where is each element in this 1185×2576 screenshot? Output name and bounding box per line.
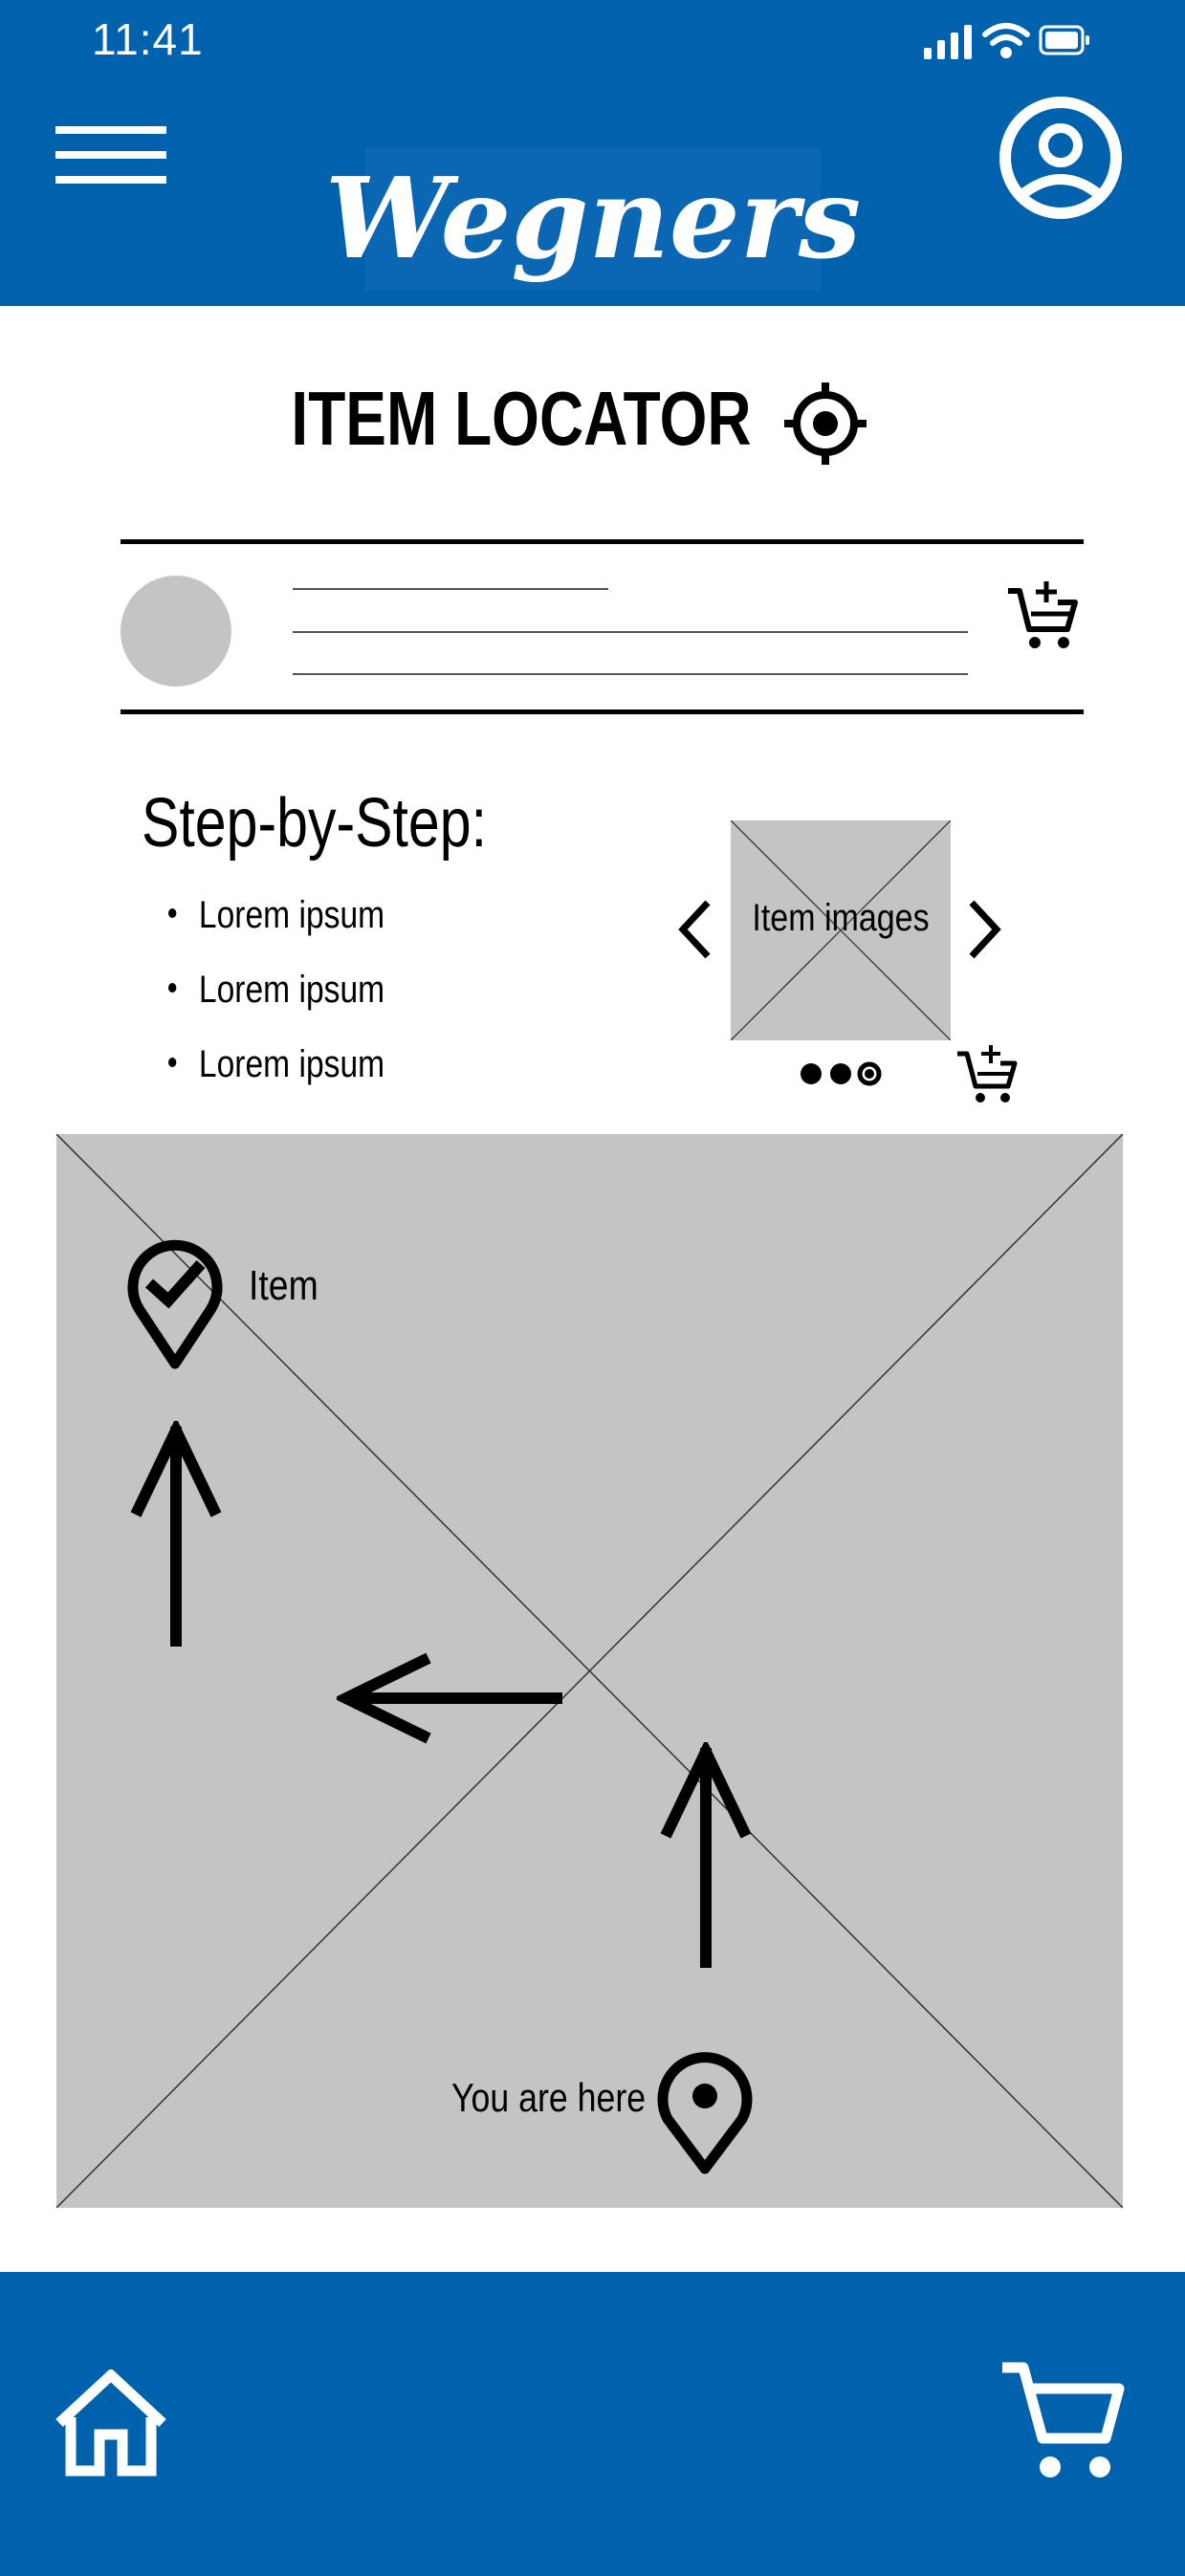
chevron-right-icon[interactable]	[966, 899, 1004, 960]
arrow-up-icon	[130, 1421, 222, 1650]
dots-icon[interactable]	[800, 1061, 882, 1086]
step-item: Lorem ipsum	[168, 969, 384, 1012]
brand-logo[interactable]	[324, 147, 862, 291]
you-are-here-label: You are here	[451, 2075, 647, 2120]
battery-icon	[1041, 27, 1089, 54]
user-circle-icon[interactable]	[997, 94, 1125, 222]
divider	[121, 709, 1084, 714]
wifi-icon	[985, 26, 1027, 55]
divider	[121, 539, 1084, 544]
crosshair-icon[interactable]	[782, 381, 868, 467]
page-title: ITEM LOCATOR	[291, 376, 752, 461]
bottom-nav	[0, 2272, 1185, 2576]
cart-icon[interactable]	[998, 2360, 1125, 2482]
text-line-placeholder	[293, 673, 968, 675]
status-icons	[922, 19, 1094, 61]
top-app-bar	[0, 0, 1185, 306]
text-line-placeholder	[293, 631, 968, 633]
step-item: Lorem ipsum	[168, 894, 384, 937]
text-line-placeholder	[293, 588, 608, 590]
chevron-left-icon[interactable]	[675, 899, 713, 960]
location-pin-icon[interactable]	[654, 2050, 756, 2176]
cart-plus-icon[interactable]	[955, 1042, 1020, 1107]
arrow-up-icon	[660, 1742, 752, 1972]
item-card[interactable]	[121, 539, 1084, 716]
steps-heading: Step-by-Step:	[142, 785, 487, 862]
signal-icon	[924, 25, 972, 59]
home-icon[interactable]	[52, 2369, 170, 2477]
hamburger-icon[interactable]	[55, 124, 168, 187]
cart-plus-icon[interactable]	[1004, 578, 1081, 654]
item-marker-label: Item	[249, 1262, 318, 1309]
arrow-left-icon	[337, 1652, 566, 1744]
item-thumbnail	[121, 576, 231, 687]
status-time: 11:41	[92, 14, 204, 64]
step-item: Lorem ipsum	[168, 1043, 384, 1086]
check-pin-icon[interactable]	[124, 1233, 226, 1371]
item-images-label: Item images	[752, 897, 930, 939]
logo-text: Wegners	[324, 154, 862, 284]
